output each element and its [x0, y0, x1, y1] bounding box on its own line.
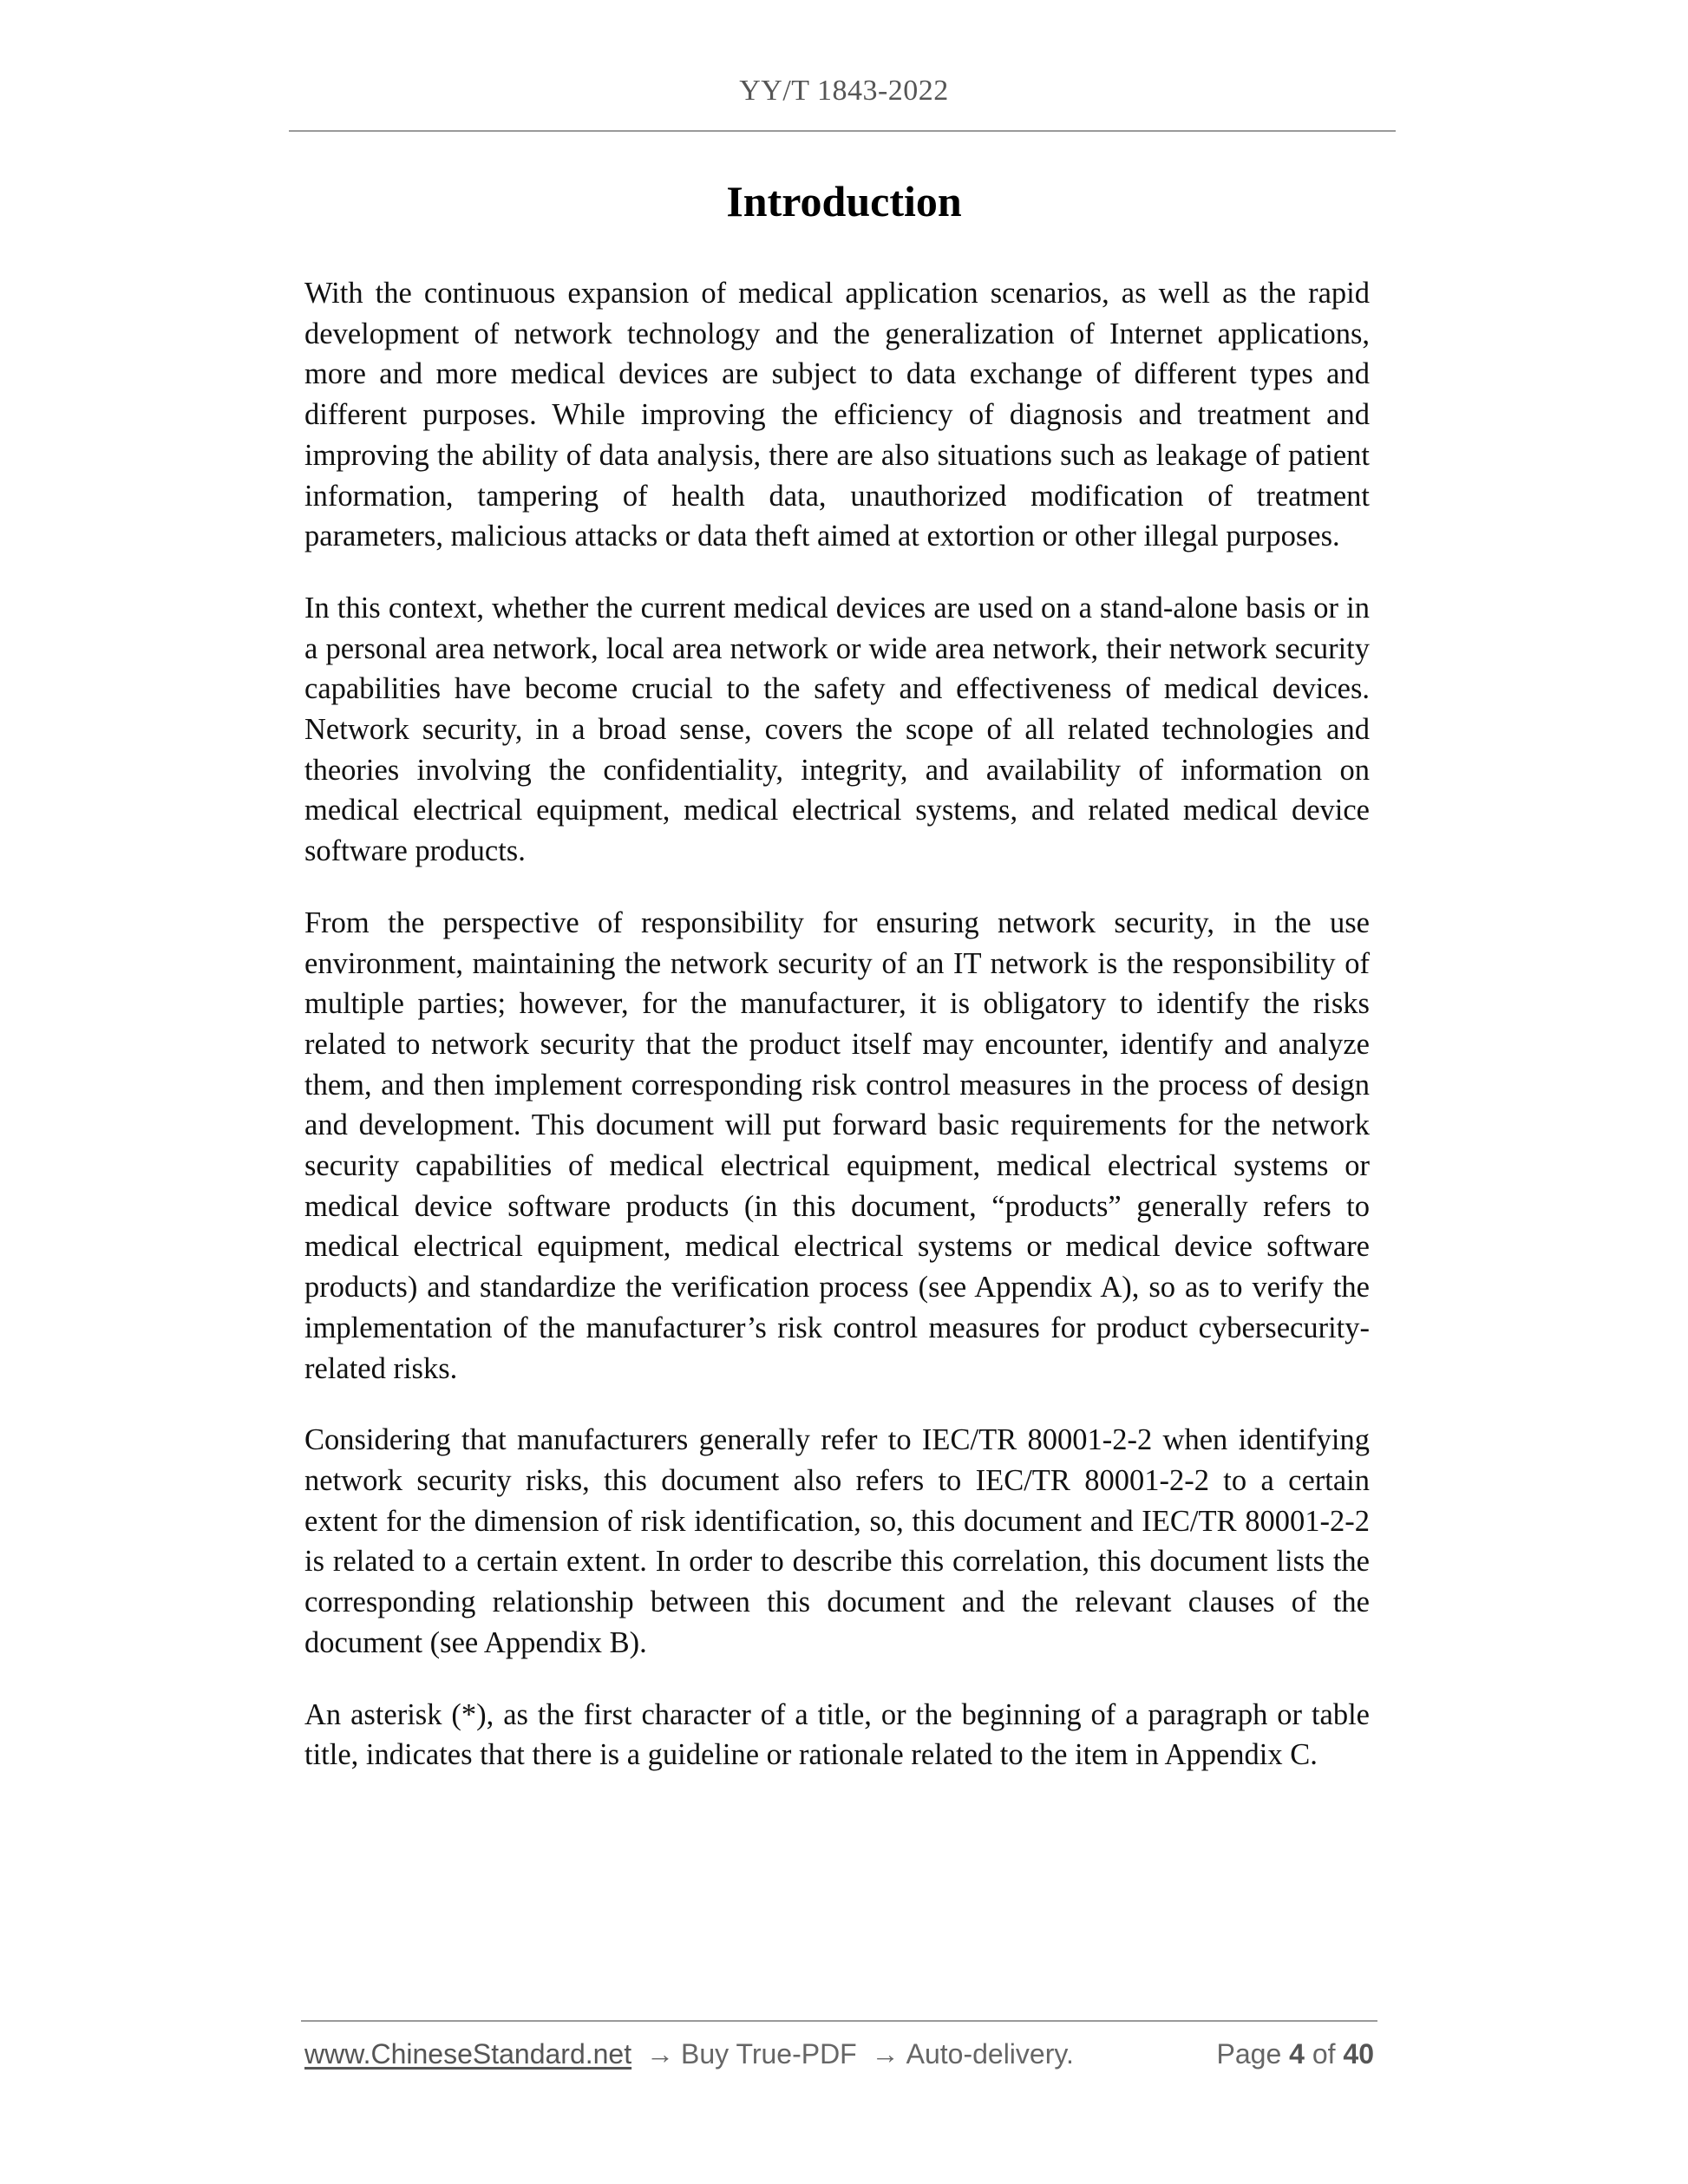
page-footer	[304, 2038, 1374, 2076]
website-link[interactable]: www.ChineseStandard.net	[304, 2038, 632, 2070]
paragraph-5: An asterisk (*), as the first character of a title, or the beginning of a paragraph or table title, indicates that there is a guideline or rationale related to the item in Appendix C.	[304, 1697, 1370, 1772]
document-header-id: YY/T 1843-2022	[739, 75, 949, 107]
page-total: 40	[1343, 2038, 1374, 2070]
page-current: 4	[1289, 2038, 1305, 2070]
page-of-label: of	[1312, 2038, 1336, 2070]
page-label: Page	[1216, 2038, 1282, 2070]
footer-promo	[304, 2038, 1074, 2070]
section-title: Introduction	[726, 177, 962, 226]
footer-divider	[301, 2020, 1377, 2022]
buy-text: Buy True-PDF	[681, 2038, 857, 2070]
header-divider	[289, 130, 1396, 132]
arrow-right-icon: →	[646, 2038, 674, 2070]
delivery-text: Auto-delivery.	[906, 2038, 1074, 2070]
paragraph-4: Considering that manufacturers generally refer to IEC/TR 80001-2-2 when identifying network security risks, this document also refers to IEC/TR 80001-2-2 to a certain extent for the dimension of risk identification, so, this document and IEC/TR 80001-2-2 is related to a certain extent. In order to describe this correlation, this document lists the corresponding relationship between this document and the relevant clauses of the document (see Appendix B).	[304, 1423, 1370, 1659]
paragraph-2: In this context, whether the current medical devices are used on a stand-alone basis or in a personal area network, local area network or wide area network, their network security capabilities have become crucial to the safety and effectiveness of medical devices. Network security, in a broad sense, covers the scope of all related technologies and theories involving the confidentiality, integrity, and availability of information on medical electrical equipment, medical electrical systems, and related medical device software products.	[304, 591, 1370, 868]
page-indicator	[1217, 2038, 1374, 2070]
arrow-right-icon: →	[871, 2038, 900, 2070]
paragraph-3: From the perspective of responsibility for ensuring network security, in the use environment, maintaining the network security of an IT network is the responsibility of multiple parties; however, for the manufacturer, it is obligatory to identify the risks related to network security that the product itself may encounter, identify and analyze them, and then implement corresponding risk control measures in the process of design and development. This document will put forward basic requirements for the network security capabilities of medical electrical equipment, medical electrical systems or medical device software products (in this document, “products” generally refers to medical electrical equipment, medical electrical systems or medical device software products) and standardize the verification process (see Appendix A), so as to verify the implementation of the manufacturer’s risk control measures for product cybersecurity-related risks.	[304, 906, 1370, 1385]
paragraph-1: With the continuous expansion of medical application scenarios, as well as the rapid development of network technology and the generalization of Internet applications, more and more medical devices are subject to data exchange of different types and different purposes. While improving the efficiency of diagnosis and treatment and improving the ability of data analysis, there are also situations such as leakage of patient information, tampering of health data, unauthorized modification of treatment parameters, malicious attacks or data theft aimed at extortion or other illegal purposes.	[304, 277, 1370, 553]
introduction-body	[304, 273, 1370, 1807]
